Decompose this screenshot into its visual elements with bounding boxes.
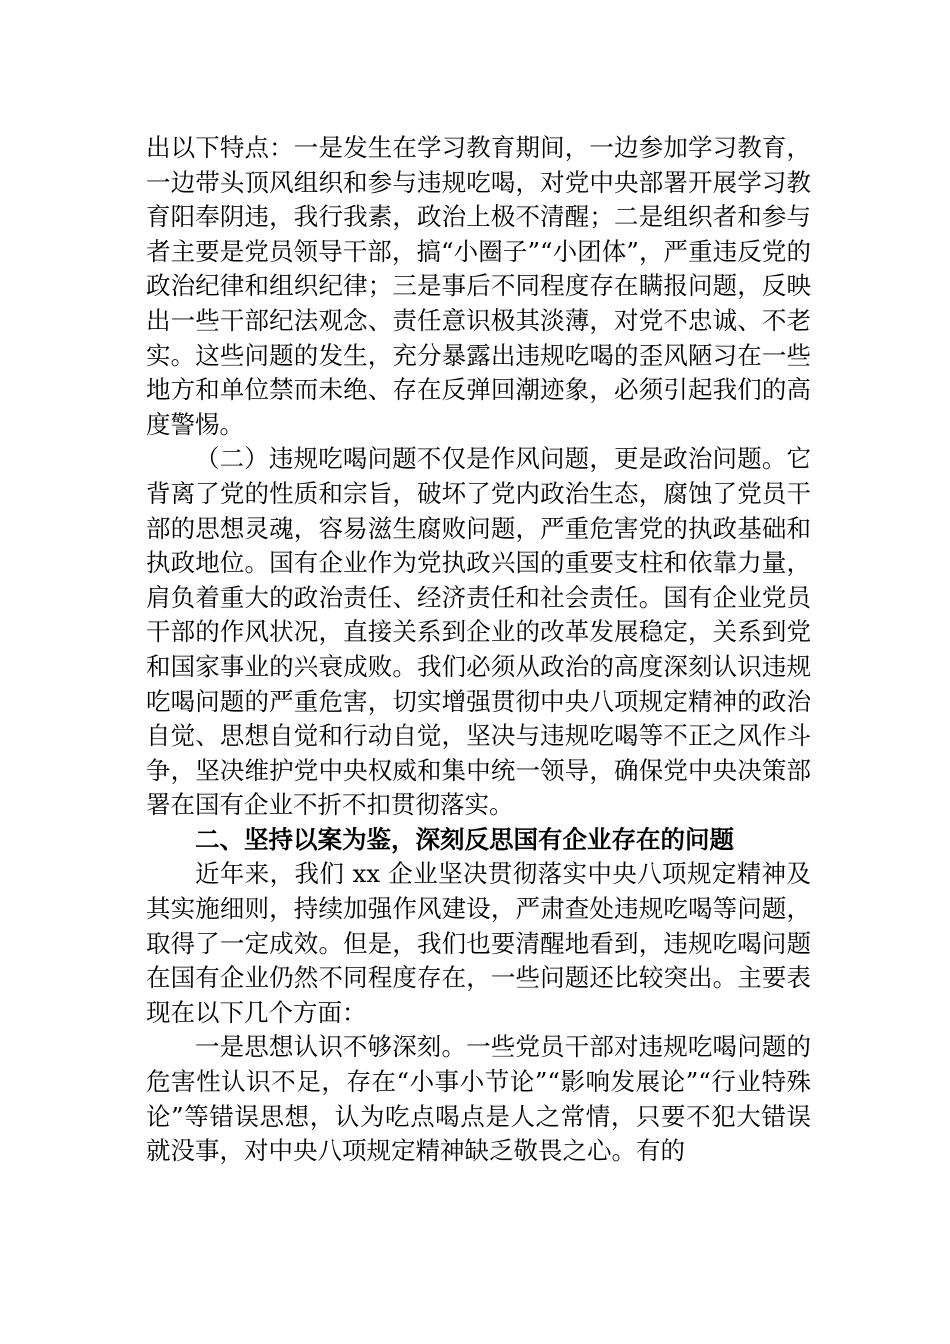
paragraph-continuation: 出以下特点：一是发生在学习教育期间，一边参加学习教育，一边带头顶风组织和参与违规吃喝，对党中央部署开展学习教育阳奉阴违，我行我素，政治上极不清醒；二是组织者和参与者主要是党员领导干部，搞“小圈子”“小团体”，严重违反党的政治纪律和组织纪律；三是事后不同程度存在瞒报问题，反映出一些干部纪法观念、责任意识极其淡薄，对党不忠诚、不老实。这些问题的发生，充分暴露出违规吃喝的歪风陋习在一些地方和单位禁而未绝、存在反弹回潮迹象，必须引起我们的高度警惕。	[146, 133, 811, 439]
paragraph-section-2: （二）违规吃喝问题不仅是作风问题，更是政治问题。它背离了党的性质和宗旨，破坏了党内政治生态，腐蚀了党员干部的思想灵魂，容易滋生腐败问题，严重危害党的执政基础和执政地位。国有企业作为党执政兴国的重要支柱和依靠力量，肩负着重大的政治责任、经济责任和社会责任。国有企业党员干部的作风状况，直接关系到企业的改革发展稳定，关系到党和国家事业的兴衰成败。我们必须从政治的高度深刻认识违规吃喝问题的严重危害，切实增强贯彻中央八项规定精神的政治自觉、思想自觉和行动自觉，坚决与违规吃喝等不正之风作斗争，坚决维护党中央权威和集中统一领导，确保党中央决策部署在国有企业不折不扣贯彻落实。	[146, 444, 811, 820]
document-body	[146, 131, 811, 1169]
paragraph-recent-years: 近年来，我们 xx 企业坚决贯彻落实中央八项规定精神及其实施细则，持续加强作风建设，严肃查处违规吃喝等问题，取得了一定成效。但是，我们也要清醒地看到，违规吃喝问题在国有企业仍然不同程度存在，一些问题还比较突出。主要表现在以下几个方面：	[146, 859, 811, 1027]
section-heading-2: 二、坚持以案为鉴，深刻反思国有企业存在的问题	[195, 824, 734, 854]
paragraph-point-1: 一是思想认识不够深刻。一些党员干部对违规吃喝问题的危害性认识不足，存在“小事小节论”“影响发展论”“行业特殊论”等错误思想，认为吃点喝点是人之常情，只要不犯大错误就没事，对中央八项规定精神缺乏敬畏之心。有的	[146, 1032, 811, 1166]
